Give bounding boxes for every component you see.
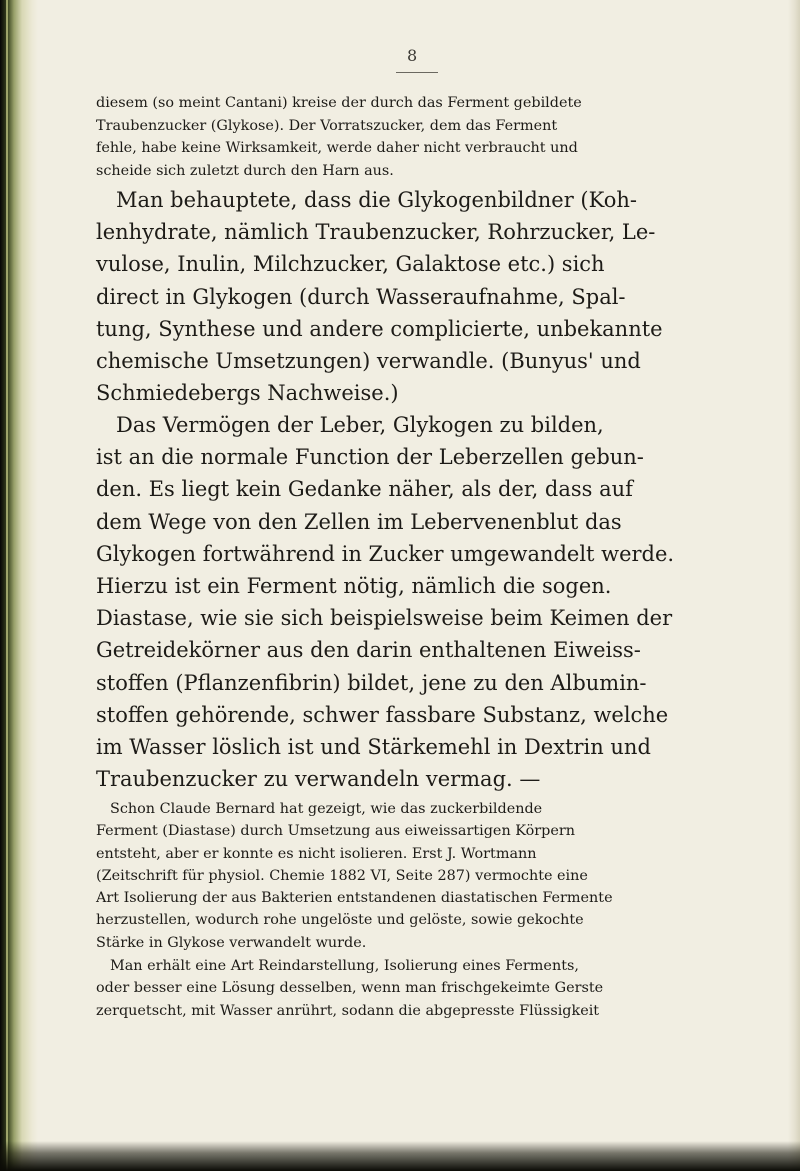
paragraph-4 (96, 798, 796, 954)
text-line: vulose, Inulin, Milchzucker, Galaktose etc.) sich (96, 252, 605, 277)
text-line: stoffen gehörende, schwer fassbare Substanz, welche (96, 702, 669, 727)
text-line: fehle, habe keine Wirksamkeit, werde daher nicht verbraucht und (96, 140, 578, 156)
text-line: diesem (so meint Cantani) kreise der durch das Ferment gebildete (96, 95, 582, 111)
text-line: Man behauptete, dass die Glykogenbildner (Koh- (116, 188, 637, 212)
text-line: herzustellen, wodurch rohe ungelöste und gelöste, sowie gekochte (96, 912, 584, 929)
text-line: im Wasser löslich ist und Stärkemehl in Dextrin und (96, 735, 651, 760)
spine-highlight (6, 0, 8, 1171)
text-line: Traubenzucker (Glykose). Der Vorratszucker, dem das Ferment (96, 117, 558, 134)
text-line: Schmiedebergs Nachweise.) (96, 381, 399, 406)
paragraph-5 (96, 955, 796, 1022)
text-line: lenhydrate, nämlich Traubenzucker, Rohrzucker, Le- (96, 220, 656, 245)
text-line: entsteht, aber er konnte es nicht isolieren. Erst J. Wortmann (96, 845, 537, 862)
text-line: Traubenzucker zu verwandeln vermag. — (96, 767, 541, 792)
text-line: Hierzu ist ein Ferment nötig, nämlich die sogen. (96, 574, 612, 599)
text-line: ist an die normale Function der Leberzellen gebun- (96, 445, 644, 470)
paragraph-2 (96, 184, 796, 409)
text-line: Man erhält eine Art Reindarstellung, Isolierung eines Ferments, (110, 958, 579, 974)
text-line: direct in Glykogen (durch Wasseraufnahme, Spal- (96, 284, 626, 309)
page-number: 8 (407, 46, 418, 65)
paragraph-1 (96, 92, 796, 182)
text-line: den. Es liegt kein Gedanke näher, als der, dass auf (96, 477, 633, 502)
text-line: Getreidekörner aus den darin enthaltenen Eiweiss- (96, 638, 641, 663)
text-line: Ferment (Diastase) durch Umsetzung aus eiweissartigen Körpern (96, 823, 575, 840)
text-line: oder besser eine Lösung desselben, wenn man frischgekeimte Gerste (96, 980, 604, 997)
text-line: dem Wege von den Zellen im Lebervenenblut das (96, 509, 622, 534)
text-line: Diastase, wie sie sich beispielsweise beim Keimen der (96, 606, 673, 631)
book-spine-shadow (0, 0, 38, 1171)
text-line: chemische Umsetzungen) verwandle. (Bunyus' und (96, 349, 641, 374)
page-bottom-shadow (0, 1141, 800, 1171)
text-line: Das Vermögen der Leber, Glykogen zu bilden, (116, 413, 604, 437)
text-line: (Zeitschrift für physiol. Chemie 1882 VI, Seite 287) vermochte eine (96, 867, 588, 884)
text-line: zerquetscht, mit Wasser anrührt, sodann die abgepresste Flüssigkeit (96, 1002, 600, 1019)
text-line: scheide sich zuletzt durch den Harn aus. (96, 162, 394, 179)
text-line: Schon Claude Bernard hat gezeigt, wie das zuckerbildende (110, 801, 543, 817)
header-rule (396, 72, 438, 73)
text-line: stoffen (Pflanzenfibrin) bildet, jene zu den Albumin- (96, 670, 647, 695)
text-line: tung, Synthese und andere complicierte, unbekannte (96, 316, 663, 341)
text-line: Art Isolierung der aus Bakterien entstandenen diastatischen Fermente (96, 890, 613, 907)
paragraph-3 (96, 409, 796, 795)
text-line: Glykogen fortwährend in Zucker umgewandelt werde. (96, 541, 675, 566)
text-line: Stärke in Glykose verwandelt wurde. (96, 934, 367, 951)
